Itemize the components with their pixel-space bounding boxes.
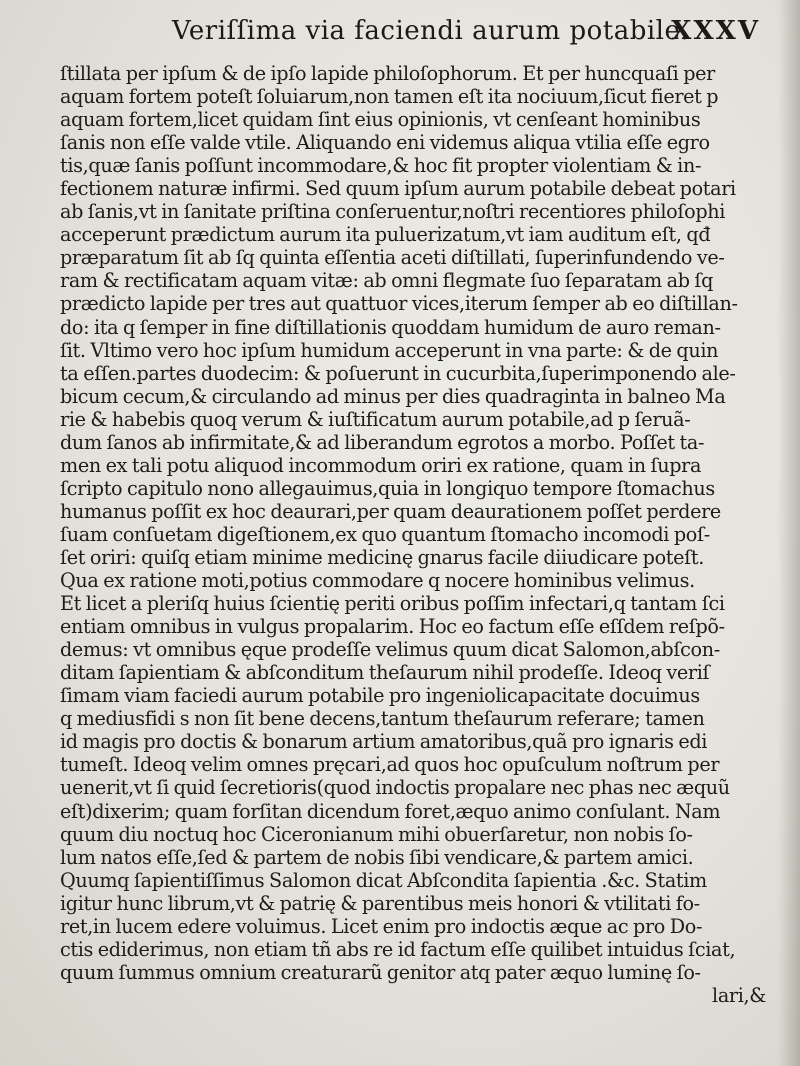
text-line: uenerit,vt ſi quid ſecretioris(quod indoctis propalare nec phas nec æquũ (60, 776, 730, 800)
text-line: acceperunt prædictum aurum ita puluerizatum,vt iam auditum eſt, qđ (60, 223, 711, 247)
body-text (60, 62, 766, 1007)
folio-number: XXXV (671, 16, 760, 46)
text-line: id magis pro doctis & bonarum artium amatoribus,quã pro ignaris edi (60, 730, 708, 754)
text-line: rie & habebis quoq verum & iuſtificatum aurum potabile,ad p ſeruã- (60, 407, 691, 431)
text-line: ctis ediderimus, non etiam tñ abs re id factum eſſe quilibet intuidus ſciat, (60, 937, 736, 961)
text-line: ſet oriri: quiſq etiam minime medicinę gnarus facile diiudicare poteſt. (60, 545, 705, 569)
text-line: ſcripto capitulo nono allegauimus,quia in longiquo tempore ſtomachus (60, 476, 715, 500)
text-line: dum ſanos ab infirmitate,& ad liberandum egrotos a morbo. Poſſet ta- (60, 430, 705, 454)
text-line: ſanis non eſſe valde vtile. Aliquando eni videmus aliqua vtilia eſſe egro (60, 131, 710, 155)
text-line: ditam ſapientiam & abſconditum theſaurum nihil prodeſſe. Ideoq veriſ (60, 661, 710, 685)
text-line: Et licet a pleriſq huius ſcientię periti oribus poſſim infectari,q tantam ſci (60, 592, 725, 616)
text-line: Quumq ſapientiſſimus Salomon dicat Abſcondita ſapientia .&c. Statim (60, 868, 707, 892)
text-line: ſit. Vltimo vero hoc ipſum humidum acceperunt in vna parte: & de quin (60, 338, 719, 362)
page-header (60, 16, 760, 52)
text-line: Qua ex ratione moti,potius commodare q nocere hominibus velimus. (60, 569, 695, 593)
text-line: demus: vt omnibus ęque prodeſſe velimus quum dicat Salomon,abſcon- (60, 638, 720, 662)
text-line: quum diu noctuq hoc Ciceronianum mihi obuerſaretur, non nobis ſo- (60, 822, 693, 846)
text-line: quum ſummus omnium creaturarũ genitor atq pater æquo luminę ſo- (60, 960, 701, 984)
text-line: tumeſt. Ideoq velim omnes pręcari,ad quos hoc opuſculum noſtrum per (60, 753, 720, 777)
text-line: aquam fortem,licet quidam ſint eius opinionis, vt cenſeant hominibus (60, 108, 701, 132)
text-line: fectionem naturæ infirmi. Sed quum ipſum aurum potabile debeat potari (60, 177, 736, 201)
text-line: ram & rectificatam aquam vitæ: ab omni flegmate ſuo ſeparatam ab ſq (60, 269, 714, 293)
text-line catchword: lari,& (712, 983, 766, 1007)
running-title: Veriſſima via faciendi aurum potabile. (172, 16, 690, 46)
text-line: ta eſſen.partes duodecim: & poſuerunt in cucurbita,ſuperimponendo ale- (60, 361, 736, 385)
text-line: ſuam conſuetam digeſtionem,ex quo quantum ſtomacho incomodi poſ- (60, 522, 710, 546)
text-line: q mediusfidi s non ſit bene decens,tantum theſaurum referare; tamen (60, 707, 705, 731)
text-line: entiam omnibus in vulgus propalarim. Hoc eo factum eſſe eſſdem reſpõ- (60, 615, 725, 639)
text-line: humanus poſſit ex hoc deaurari,per quam deaurationem poſſet perdere (60, 499, 721, 523)
text-line: do: ita q ſemper in fine diſtillationis quoddam humidum de auro reman- (60, 315, 721, 339)
text-line: aquam fortem poteſt ſoluiarum,non tamen eſt ita nociuum,ſicut fieret p (60, 85, 719, 109)
text-line: tis,quæ ſanis poſſunt incommodare,& hoc fit propter violentiam & in- (60, 154, 702, 178)
text-line: eſt)dixerim; quam forſitan dicendum foret,æquo animo conſulant. Nam (60, 799, 721, 823)
text-line: ſimam viam faciedi aurum potabile pro ingeniolicapacitate docuimus (60, 684, 700, 708)
text-line: ab ſanis,vt in ſanitate priſtina conſeruentur,noſtri recentiores philoſophi (60, 200, 726, 224)
text-line: præparatum ſit ab ſq quinta eſſentia aceti diſtillati, ſuperinfundendo ve- (60, 246, 725, 270)
text-line: lum natos eſſe,ſed & partem de nobis ſibi vendicare,& partem amici. (60, 845, 694, 869)
text-line: prædicto lapide per tres aut quattuor vices,iterum ſemper ab eo diſtillan- (60, 292, 738, 316)
text-line: ſtillata per ipſum & de ipſo lapide philoſophorum. Et per huncquaſi per (60, 62, 715, 85)
page-gutter-shadow (778, 0, 800, 1066)
text-line: bicum cecum,& circulando ad minus per dies quadraginta in balneo Ma (60, 384, 726, 408)
text-line: igitur hunc librum,vt & patrię & parentibus meis honori & vtilitati fo- (60, 891, 700, 915)
text-line: ret,in lucem edere voluimus. Licet enim pro indoctis æque ac pro Do- (60, 914, 703, 938)
text-line: men ex tali potu aliquod incommodum oriri ex ratione, quam in ſupra (60, 453, 702, 477)
